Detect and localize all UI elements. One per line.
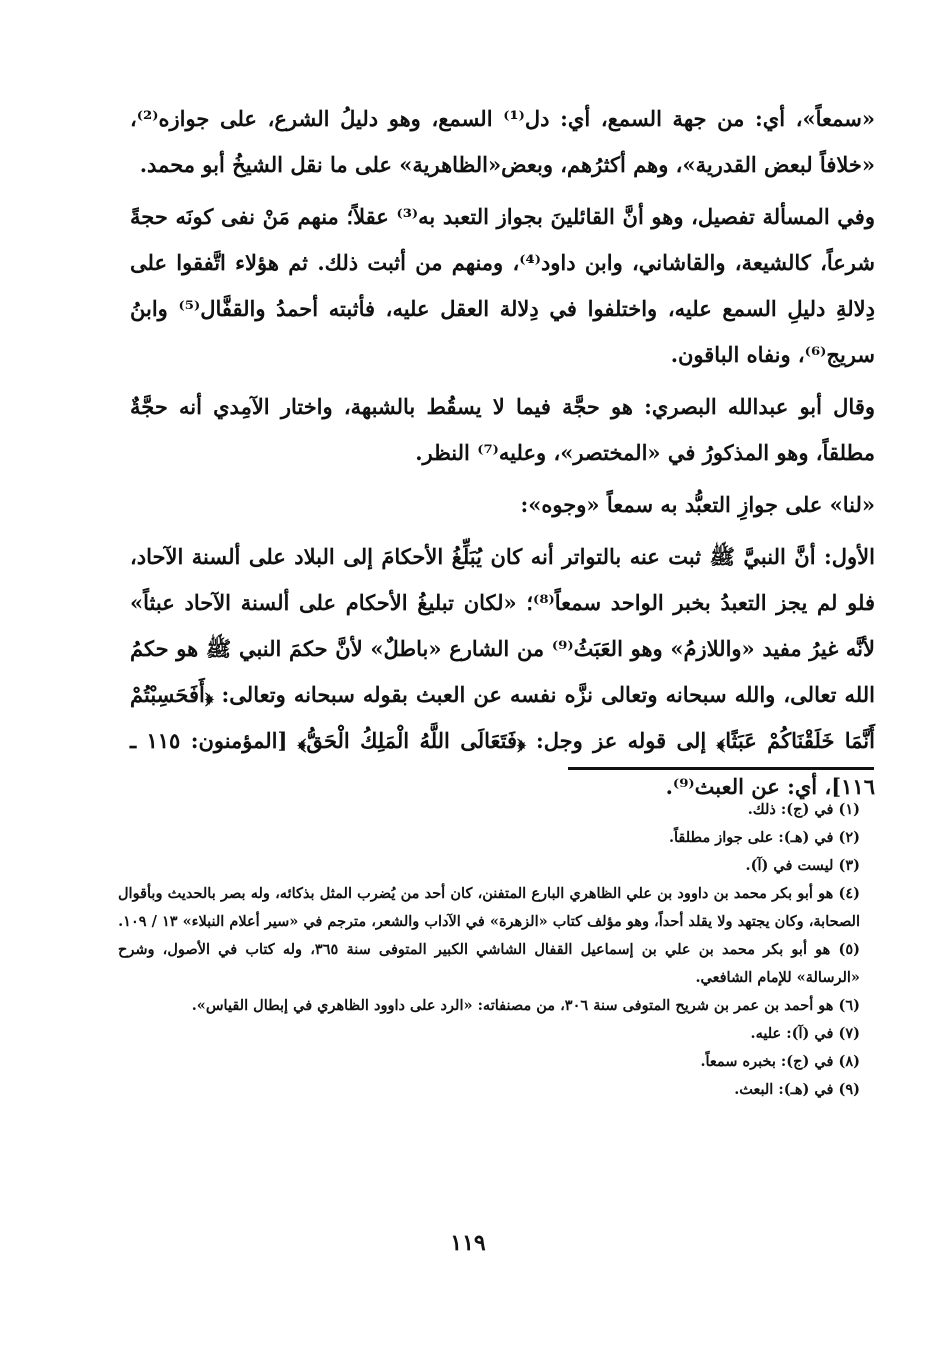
footnote-1: (١) في (ج): ذلك. [747, 801, 860, 818]
footnote-9: (٩) في (هـ): البعث. [734, 1081, 860, 1098]
footnote-6: (٦) هو أحمد بن عمر بن شريح المتوفى سنة ٣٠٦، من مصنفاته: «الرد على داوود الظاهري في إبطال القياس». [191, 997, 860, 1014]
paragraph-5: الأول: أنَّ النبيَّ ﷺ ثبت عنه بالتواتر أنه كان يُبَلِّغُ الأحكامَ إلى البلاد على ألسنة الآحاد، فلو لم يجز التعبدُ بخبر الواحد سمعاً⁽⁸⁾؛ «لكان تبليغُ الأحكام على ألسنة الآحاد عبثاً» لأنَّه غيرُ مفيد «واللازمُ» وهو العَبَثُ⁽⁹⁾ من الشارع «باطلٌ» لأنَّ حكمَ النبي ﷺ هو حكمُ الله تعالى، والله سبحانه وتعالى نزَّه نفسه عن العبث بقوله سبحانه وتعالى: ﴿أَفَحَسِبْتُمْ أَنَّمَا خَلَقْنَاكُمْ عَبَثًا﴾ إلى قوله عز وجل: ﴿فَتَعَالَى اللَّهُ الْمَلِكُ الْحَقُّ﴾ [المؤمنون: ١١٥ ـ ١١٦]، أي: عن العبث⁽⁹⁾. [130, 544, 875, 799]
footnote-4: (٤) هو أبو بكر محمد بن داوود بن علي الظاهري البارع المتفنن، كان أحد من يُضرب المثل بذكائه، وله بصر بالحديث وبأقوال الصحابة، وكان يجتهد ولا يقلد أحداً، وهو مؤلف كتاب «الزهرة» في الآداب والشعر، مترجم في «سير أعلام النبلاء» ١٣ / ١٠٩. [118, 885, 860, 930]
footnote-2: (٢) في (هـ): على جواز مطلقاً. [668, 829, 860, 846]
footnote-8: (٨) في (ج): بخبره سمعاً. [700, 1053, 860, 1070]
paragraph-1: «سمعاً»، أي: من جهة السمع، أي: دل⁽¹⁾ السمع، وهو دليلُ الشرع، على جوازه⁽²⁾، «خلافاً لبعض القدرية»، وهم أكثرُهم، وبعض«الظاهرية» على ما نقل الشيخُ أبو محمد. [130, 106, 875, 177]
page-number: ١١٩ [450, 1230, 486, 1256]
main-text-block [130, 96, 875, 816]
paragraph-3: وقال أبو عبدالله البصري: هو حجَّة فيما لا يسقُط بالشبهة، واختار الآمِدي أنه حجَّةٌ مطلقاً، وهو المذكورُ في «المختصر»، وعليه⁽⁷⁾ النظر. [130, 394, 875, 465]
paragraph-4: «لنا» على جوازِ التعبُّد به سمعاً «وجوه»: [520, 492, 875, 517]
footnote-divider [568, 767, 874, 770]
footnote-7: (٧) في (آ): عليه. [750, 1025, 860, 1042]
footnote-5: (٥) هو أبو بكر محمد بن علي بن إسماعيل القفال الشاشي الكبير المتوفى سنة ٣٦٥، وله كتاب في الأصول، وشرح «الرسالة» للإمام الشافعي. [118, 941, 860, 986]
paragraph-2: وفي المسألة تفصيل، وهو أنَّ القائلينَ بجواز التعبد به⁽³⁾ عقلاً؛ منهم مَنْ نفى كونَه حجةً شرعاً، كالشيعة، والقاشاني، وابن داود⁽⁴⁾، ومنهم من أثبت ذلك. ثم هؤلاء اتَّفقوا على دِلالةِ دليلِ السمع عليه، واختلفوا في دِلالة العقل عليه، فأثبته أحمدُ والقفَّال⁽⁵⁾ وابنُ سريج⁽⁶⁾، ونفاه الباقون. [130, 204, 875, 367]
footnote-3: (٣) ليست في (آ). [745, 857, 860, 874]
footnotes-block [118, 796, 860, 1104]
